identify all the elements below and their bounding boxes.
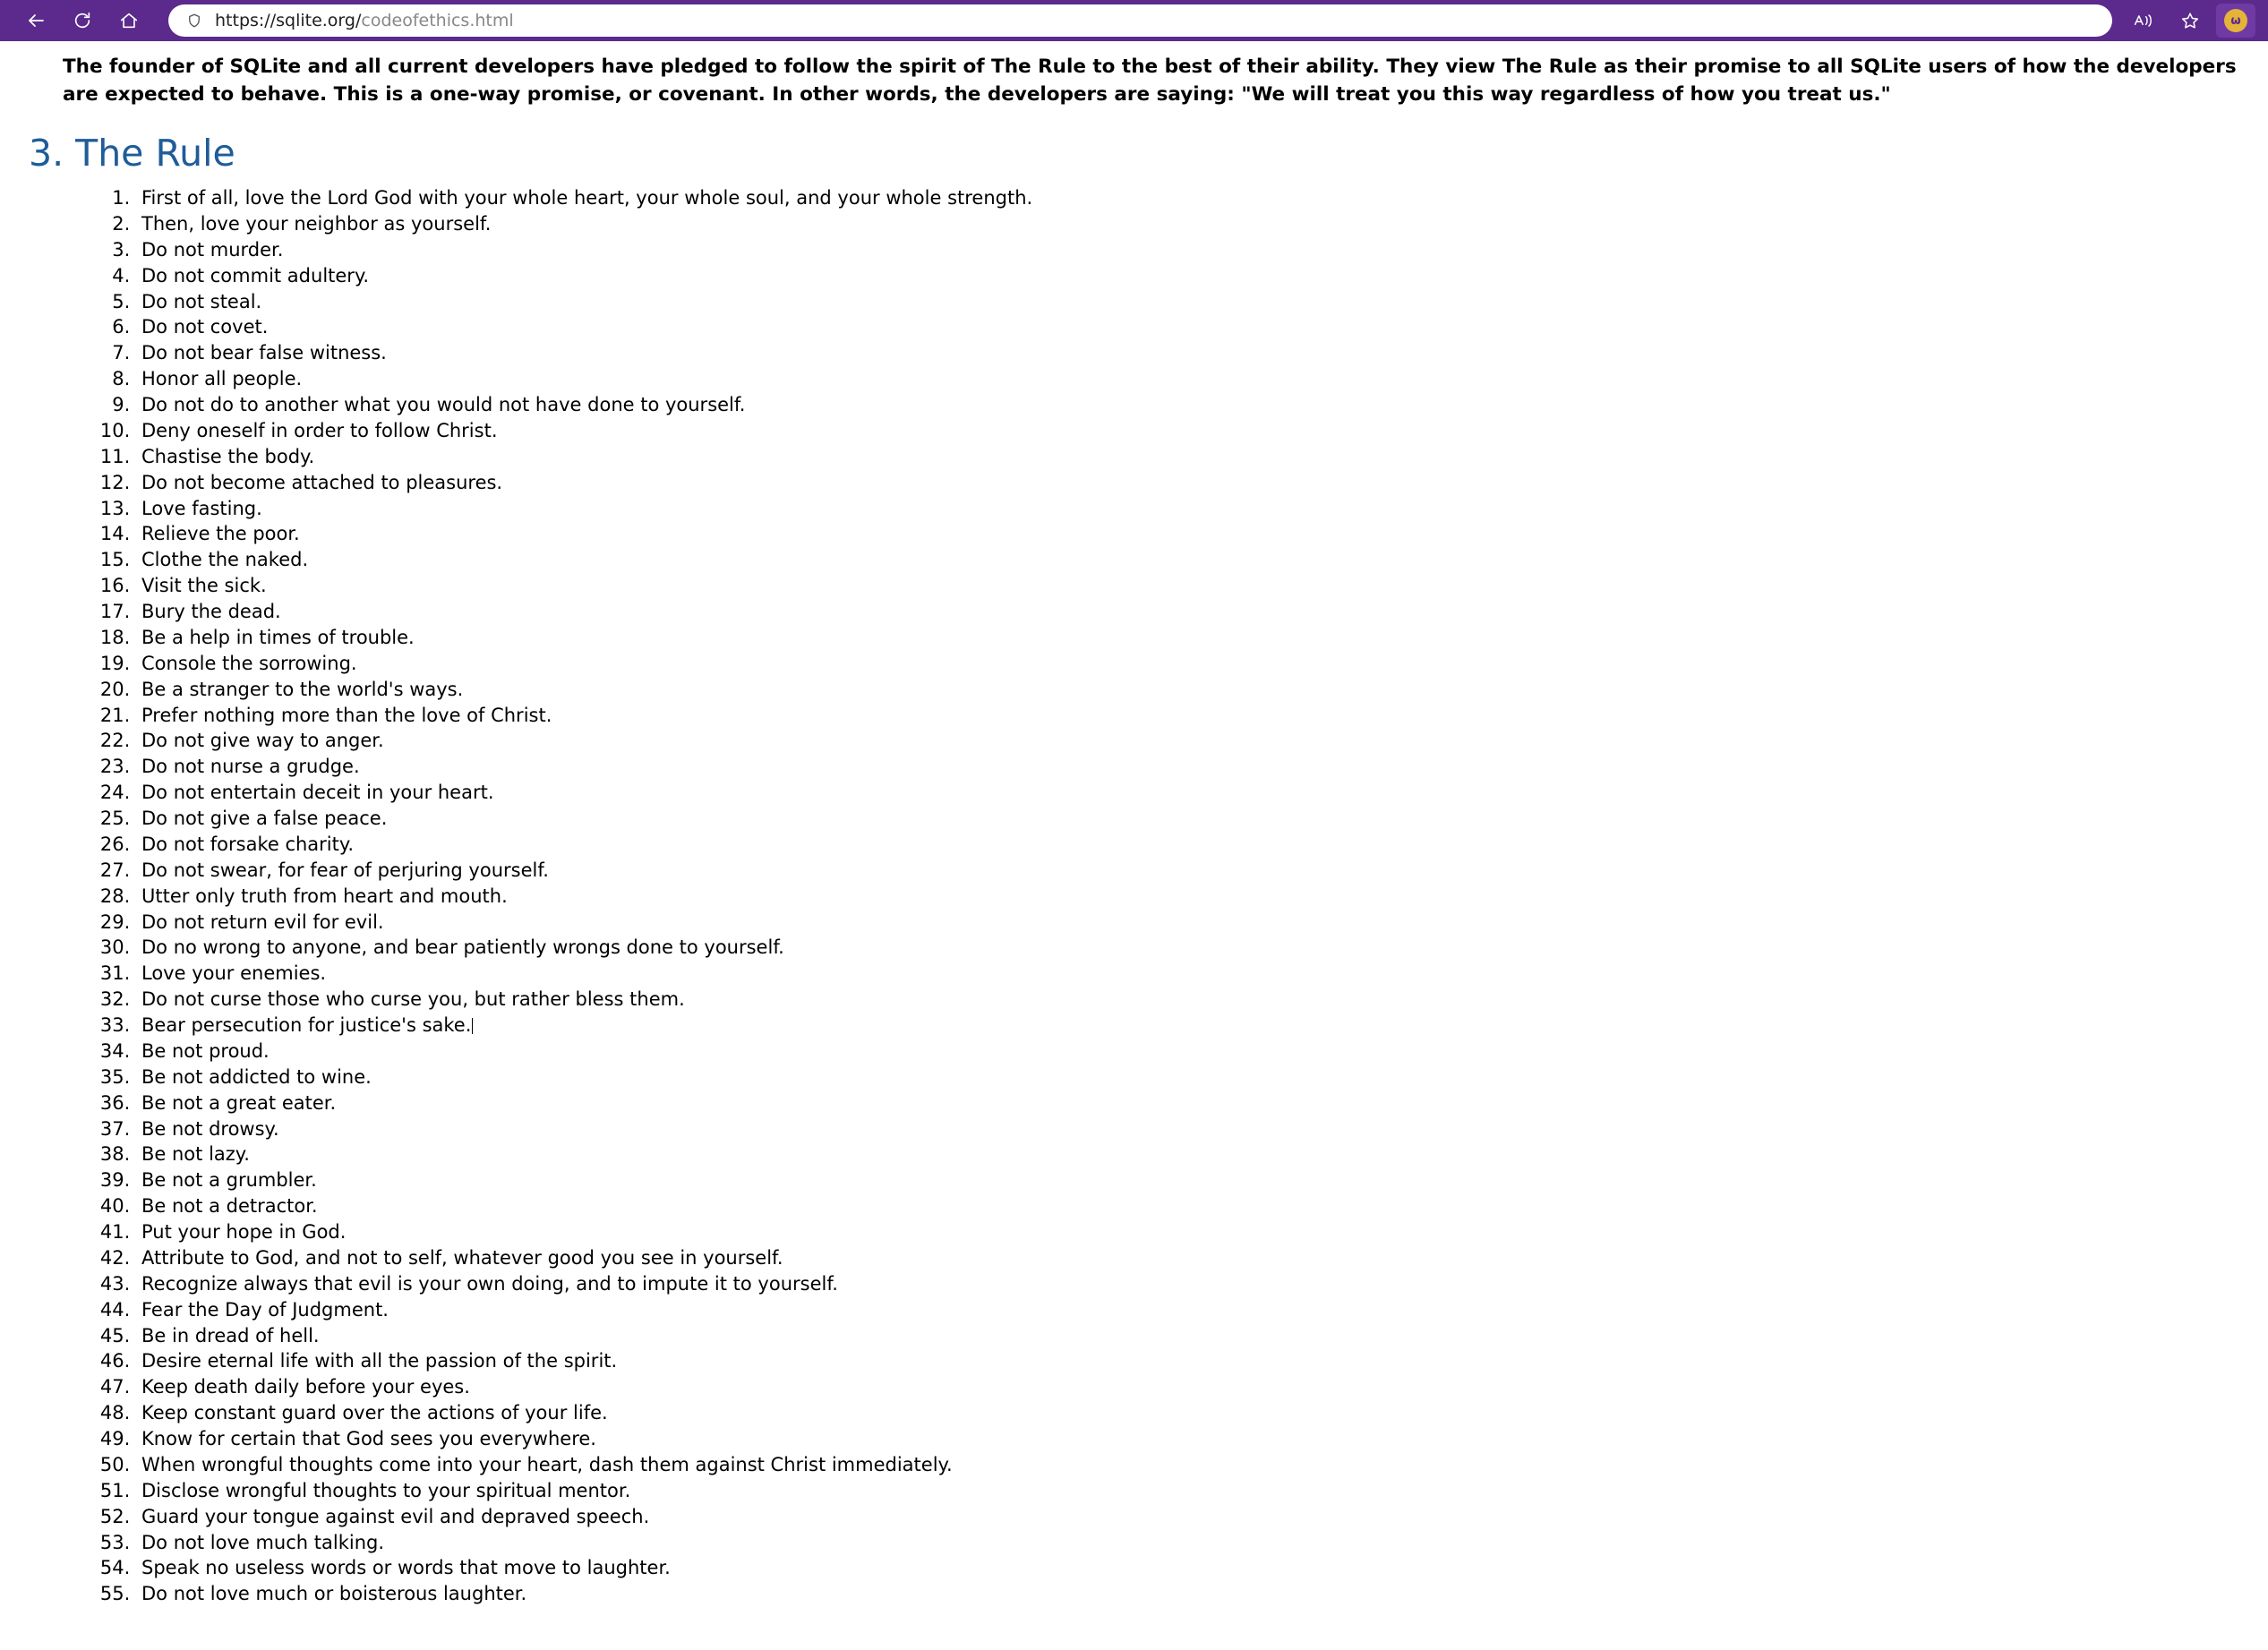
- list-item: [136, 780, 2250, 806]
- rule-text: When wrongful thoughts come into your heart, dash them against Christ immediately.: [141, 1453, 953, 1475]
- rule-text: Do not love much or boisterous laughter.: [141, 1583, 527, 1605]
- list-item: [136, 340, 2250, 366]
- toolbar-actions: [2123, 4, 2255, 38]
- rule-text: Be not proud.: [141, 1039, 270, 1062]
- list-item: [136, 418, 2250, 444]
- profile-button[interactable]: [2216, 4, 2255, 38]
- rule-text: Keep death daily before your eyes.: [141, 1376, 470, 1398]
- list-item: [136, 677, 2250, 703]
- list-item: [136, 651, 2250, 677]
- url-text[interactable]: [215, 11, 514, 30]
- list-item: [136, 263, 2250, 289]
- rule-text: Visit the sick.: [141, 575, 267, 597]
- list-item: [136, 314, 2250, 340]
- rule-text: Desire eternal life with all the passion of the spirit.: [141, 1350, 618, 1372]
- list-item: [136, 1555, 2250, 1581]
- rule-text: Then, love your neighbor as yourself.: [141, 212, 492, 235]
- rule-text: Do not swear, for fear of perjuring yourself.: [141, 859, 549, 881]
- rule-text: Be not a grumbler.: [141, 1169, 317, 1192]
- list-item: [136, 1478, 2250, 1504]
- rule-text: Be in dread of hell.: [141, 1324, 320, 1347]
- rule-text: Do not curse those who curse you, but rather bless them.: [141, 988, 685, 1011]
- list-item: [136, 1271, 2250, 1297]
- rule-text: Do not nurse a grudge.: [141, 756, 360, 778]
- list-item: [136, 237, 2250, 263]
- rule-text: Attribute to God, and not to self, whatever good you see in yourself.: [141, 1246, 783, 1269]
- rule-text: Be not a great eater.: [141, 1091, 337, 1114]
- rule-text: Do not become attached to pleasures.: [141, 471, 503, 493]
- list-item: [136, 1530, 2250, 1556]
- list-item: [136, 211, 2250, 237]
- rule-text: Be not a detractor.: [141, 1195, 318, 1218]
- rule-text: Console the sorrowing.: [141, 652, 357, 674]
- rule-text: Do not forsake charity.: [141, 833, 354, 855]
- rule-text: Guard your tongue against evil and depraved speech.: [141, 1505, 650, 1527]
- refresh-button[interactable]: [59, 3, 106, 38]
- rule-text: Do not murder.: [141, 238, 284, 261]
- rule-text: Do not commit adultery.: [141, 264, 370, 286]
- rule-text: Bury the dead.: [141, 601, 281, 623]
- list-item: [136, 1400, 2250, 1426]
- list-item: [136, 289, 2250, 315]
- text-cursor: [472, 1018, 473, 1034]
- list-item: [136, 728, 2250, 754]
- home-icon: [119, 11, 139, 30]
- list-item: [136, 832, 2250, 858]
- list-item: [136, 1039, 2250, 1064]
- add-favorite-button[interactable]: [2170, 4, 2211, 38]
- rule-text: Do not give a false peace.: [141, 808, 388, 830]
- list-item: [136, 1323, 2250, 1349]
- list-item: [136, 858, 2250, 884]
- back-button[interactable]: [13, 3, 59, 38]
- rule-text: Honor all people.: [141, 368, 303, 390]
- list-item: [136, 185, 2250, 211]
- rule-text: Be a stranger to the world's ways.: [141, 678, 464, 700]
- rule-text: Deny oneself in order to follow Christ.: [141, 419, 498, 441]
- rule-text: Prefer nothing more than the love of Christ.: [141, 704, 552, 726]
- rule-text: First of all, love the Lord God with your whole heart, your whole soul, and your whole strength.: [141, 187, 1033, 209]
- list-item: [136, 1348, 2250, 1374]
- list-item: [136, 935, 2250, 961]
- list-item: [136, 1219, 2250, 1245]
- list-item: [136, 1167, 2250, 1193]
- list-item: [136, 961, 2250, 987]
- list-item: [136, 987, 2250, 1013]
- list-item: [136, 1090, 2250, 1116]
- intro-paragraph: The founder of SQLite and all current developers have pledged to follow the spirit of The Rule to the best of their ability. They view The Rule as their promise to all SQLite users of how the developers are expected to behave. This is a one-way promise, or covenant. In other words, the developers are saying: "We will treat you this way regardless of how you treat us.": [63, 56, 2237, 106]
- list-item: [136, 910, 2250, 936]
- rule-text: Do not do to another what you would not have done to yourself.: [141, 394, 746, 416]
- list-item: [136, 392, 2250, 418]
- home-button[interactable]: [106, 3, 152, 38]
- read-aloud-icon: [2133, 12, 2154, 30]
- rule-text: Be not addicted to wine.: [141, 1065, 372, 1088]
- avatar: ω: [2224, 9, 2247, 32]
- list-item: [136, 1374, 2250, 1400]
- list-item: [136, 884, 2250, 910]
- star-icon: [2180, 11, 2200, 30]
- url-domain: https://sqlite.org/: [215, 11, 362, 30]
- rule-text: Clothe the naked.: [141, 549, 309, 571]
- list-item: [136, 1504, 2250, 1530]
- rule-text: Utter only truth from heart and mouth.: [141, 885, 508, 907]
- rule-text: Know for certain that God sees you everywhere.: [141, 1428, 596, 1450]
- list-item: [136, 366, 2250, 392]
- list-item: [136, 1245, 2250, 1271]
- list-item: [136, 1297, 2250, 1323]
- url-path: codeofethics.html: [361, 11, 514, 30]
- list-item: [136, 703, 2250, 729]
- list-item: [136, 1452, 2250, 1478]
- rule-text: Do not love much talking.: [141, 1531, 385, 1553]
- list-item: [136, 547, 2250, 573]
- read-aloud-button[interactable]: [2123, 4, 2164, 38]
- rule-text: Keep constant guard over the actions of your life.: [141, 1402, 608, 1424]
- list-item: [136, 754, 2250, 780]
- rule-text: Love fasting.: [141, 497, 262, 519]
- list-item: [136, 1116, 2250, 1142]
- list-item: [136, 625, 2250, 651]
- rule-text: Be not lazy.: [141, 1143, 250, 1166]
- list-item: [136, 1064, 2250, 1090]
- rule-text: Do not bear false witness.: [141, 342, 387, 364]
- rule-text: Do not steal.: [141, 290, 262, 312]
- rule-text: Do no wrong to anyone, and bear patiently wrongs done to yourself.: [141, 936, 784, 959]
- list-item: [136, 1193, 2250, 1219]
- refresh-icon: [73, 11, 92, 30]
- rule-text: Do not covet.: [141, 316, 269, 338]
- rule-text: Put your hope in God.: [141, 1221, 347, 1244]
- rule-list: [20, 185, 2250, 1607]
- address-bar[interactable]: [168, 4, 2112, 37]
- rule-text: Do not entertain deceit in your heart.: [141, 782, 494, 804]
- list-item: [136, 1141, 2250, 1167]
- rule-text: Chastise the body.: [141, 445, 315, 467]
- browser-toolbar: [0, 0, 2268, 41]
- rule-text: Recognize always that evil is your own doing, and to impute it to yourself.: [141, 1272, 838, 1295]
- list-item: [136, 806, 2250, 832]
- rule-text: Do not give way to anger.: [141, 730, 384, 752]
- back-arrow-icon: [25, 10, 47, 31]
- rule-text: Bear persecution for justice's sake.: [141, 1014, 472, 1037]
- list-item: [136, 573, 2250, 599]
- list-item: [136, 470, 2250, 496]
- list-item: [136, 444, 2250, 470]
- rule-text: Fear the Day of Judgment.: [141, 1298, 389, 1321]
- rule-text: Speak no useless words or words that move to laughter.: [141, 1557, 671, 1579]
- rule-text: Do not return evil for evil.: [141, 910, 384, 933]
- list-item: [136, 1581, 2250, 1607]
- rule-text: Disclose wrongful thoughts to your spiritual mentor.: [141, 1479, 631, 1501]
- shield-icon: [183, 9, 206, 32]
- list-item: [136, 496, 2250, 522]
- rule-text: Love your enemies.: [141, 962, 327, 985]
- page-title: 3. The Rule: [29, 132, 235, 175]
- rule-text: Relieve the poor.: [141, 523, 300, 545]
- list-item: [136, 1426, 2250, 1452]
- page-content: [0, 41, 2268, 1607]
- rule-text: Be a help in times of trouble.: [141, 626, 415, 648]
- list-item: [136, 1013, 2250, 1039]
- rule-text: Be not drowsy.: [141, 1117, 279, 1140]
- list-item: [136, 599, 2250, 625]
- list-item: [136, 521, 2250, 547]
